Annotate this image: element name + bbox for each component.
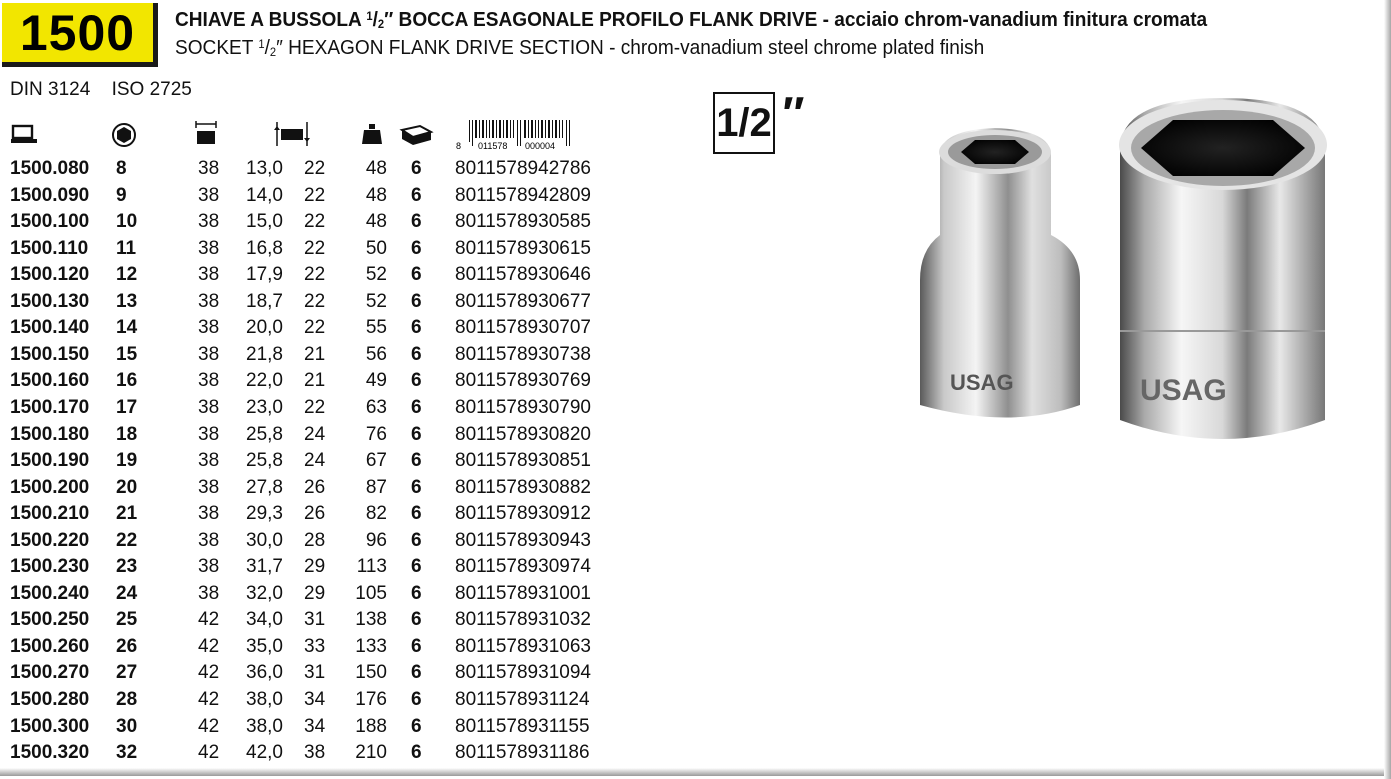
table-row xyxy=(0,609,600,636)
cell-b: 32,0 xyxy=(246,582,283,604)
cell-ean: 8011578930820 xyxy=(455,423,591,445)
barcode-digits-right: 000004 xyxy=(525,141,556,150)
cell-c: 24 xyxy=(304,450,326,472)
cell-b: 20,0 xyxy=(246,317,283,339)
cell-code: 1500.170 xyxy=(10,396,90,418)
table-row xyxy=(0,264,600,291)
table-row xyxy=(0,344,600,371)
table-row xyxy=(0,477,600,504)
frac-den: 2 xyxy=(377,17,385,31)
cell-a: 42 xyxy=(198,689,220,710)
table-row xyxy=(0,583,600,610)
cell-p: 6 xyxy=(411,476,422,498)
cell-size: 32 xyxy=(116,742,138,764)
cell-w: 56 xyxy=(365,343,387,365)
cell-p: 6 xyxy=(411,662,422,684)
title-italian: CHIAVE A BUSSOLA $^1$/$^2$″ BOCCA ESAGONALE PROFILO FLANK DRIVE - acciaio chrom-vanadium finitura cromata xyxy=(175,8,1208,31)
cell-w: 82 xyxy=(365,503,387,525)
cell-b: 42,0 xyxy=(246,742,283,764)
table-row xyxy=(0,424,600,451)
cell-c: 34 xyxy=(304,715,326,737)
cell-ean: 8011578930707 xyxy=(455,317,591,339)
table-row xyxy=(0,158,600,185)
cell-w: 52 xyxy=(365,264,387,286)
cell-ean: 8011578931094 xyxy=(455,662,591,684)
cell-ean: 8011578931063 xyxy=(455,635,591,657)
cell-w: 48 xyxy=(365,184,387,206)
cell-c: 26 xyxy=(304,503,326,525)
cell-c: 28 xyxy=(304,529,326,551)
cell-ean: 8011578942786 xyxy=(455,158,591,179)
cell-p: 6 xyxy=(411,158,422,179)
cell-p: 6 xyxy=(411,529,422,551)
cell-a: 38 xyxy=(198,370,220,392)
cell-a: 42 xyxy=(198,742,220,764)
cell-ean: 8011578930615 xyxy=(455,237,591,259)
length-icon xyxy=(192,120,220,148)
cell-a: 38 xyxy=(198,237,220,259)
cell-p: 6 xyxy=(411,742,422,764)
cell-ean: 8011578930790 xyxy=(455,396,591,418)
cell-p: 6 xyxy=(411,264,422,286)
cell-c: 22 xyxy=(304,290,326,312)
cell-a: 38 xyxy=(198,343,220,365)
cell-size: 15 xyxy=(116,343,138,365)
cell-c: 22 xyxy=(304,317,326,339)
cell-w: 48 xyxy=(365,158,387,179)
barcode-digits-mid: 011578 xyxy=(478,141,508,150)
cell-a: 38 xyxy=(198,396,220,418)
cell-size: 24 xyxy=(116,582,138,604)
cell-b: 25,8 xyxy=(246,423,283,445)
cell-w: 63 xyxy=(365,396,387,418)
cell-size: 20 xyxy=(116,476,138,498)
cell-b: 22,0 xyxy=(246,370,283,392)
cell-w: 176 xyxy=(355,689,387,710)
right-border xyxy=(1384,0,1391,779)
cell-size: 28 xyxy=(116,689,138,710)
cell-w: 96 xyxy=(365,529,387,551)
cell-b: 29,3 xyxy=(246,503,283,525)
cell-code: 1500.200 xyxy=(10,476,90,498)
cell-w: 52 xyxy=(365,290,387,312)
product-code: 1500 xyxy=(19,4,136,61)
table-row xyxy=(0,238,600,265)
cell-a: 38 xyxy=(198,476,220,498)
cell-code: 1500.190 xyxy=(10,450,90,472)
cell-b: 21,8 xyxy=(246,343,283,365)
cell-code: 1500.300 xyxy=(10,715,90,737)
cell-p: 6 xyxy=(411,689,422,710)
table-row xyxy=(0,662,600,689)
code-icon xyxy=(10,120,38,148)
cell-p: 6 xyxy=(411,184,422,206)
cell-p: 6 xyxy=(411,450,422,472)
drive-size-box xyxy=(713,92,775,154)
din-norm: DIN 3124 xyxy=(10,79,91,100)
cell-a: 42 xyxy=(198,662,220,684)
table-row xyxy=(0,211,600,238)
cell-code: 1500.090 xyxy=(10,184,90,206)
table-row xyxy=(0,530,600,557)
cell-size: 23 xyxy=(116,556,138,578)
cell-b: 13,0 xyxy=(246,158,283,179)
cell-c: 26 xyxy=(304,476,326,498)
inch-mark: ″ xyxy=(780,87,803,139)
cell-w: 48 xyxy=(365,211,387,233)
cell-ean: 8011578930677 xyxy=(455,290,591,312)
cell-w: 105 xyxy=(355,582,387,604)
cell-b: 16,8 xyxy=(246,237,283,259)
weight-icon xyxy=(360,120,384,148)
cell-code: 1500.220 xyxy=(10,529,90,551)
bottom-border xyxy=(0,768,1391,776)
cell-b: 18,7 xyxy=(246,290,283,312)
cell-code: 1500.280 xyxy=(10,689,90,710)
frac-den-en: 2 xyxy=(269,45,277,59)
cell-code: 1500.120 xyxy=(10,264,90,286)
cell-size: 13 xyxy=(116,290,138,312)
cell-code: 1500.240 xyxy=(10,582,90,604)
engraving-right: USAG xyxy=(1140,374,1227,407)
cell-w: 50 xyxy=(365,237,387,259)
cell-a: 38 xyxy=(198,582,220,604)
cell-a: 42 xyxy=(198,715,220,737)
cell-c: 29 xyxy=(304,582,326,604)
cell-a: 38 xyxy=(198,503,220,525)
cell-p: 6 xyxy=(411,211,422,233)
cell-a: 38 xyxy=(198,317,220,339)
barcode-icon xyxy=(455,120,587,150)
cell-code: 1500.150 xyxy=(10,343,90,365)
cell-code: 1500.140 xyxy=(10,317,90,339)
cell-p: 6 xyxy=(411,556,422,578)
cell-p: 6 xyxy=(411,582,422,604)
cell-ean: 8011578930585 xyxy=(455,211,591,233)
cell-a: 38 xyxy=(198,264,220,286)
cell-size: 11 xyxy=(116,237,137,259)
table-row xyxy=(0,742,600,769)
cell-b: 38,0 xyxy=(246,689,283,710)
cell-p: 6 xyxy=(411,423,422,445)
socket-photo xyxy=(905,90,1365,470)
cell-ean: 8011578930769 xyxy=(455,370,591,392)
frac-num: 1 xyxy=(366,9,373,23)
cell-c: 31 xyxy=(304,662,326,684)
cell-w: 87 xyxy=(365,476,387,498)
cell-size: 16 xyxy=(116,370,138,392)
cell-size: 10 xyxy=(116,211,138,233)
cell-b: 30,0 xyxy=(246,529,283,551)
drive-size: 1/2 xyxy=(716,100,772,145)
pack-icon xyxy=(398,120,434,148)
table-row xyxy=(0,556,600,583)
cell-w: 188 xyxy=(355,715,387,737)
iso-norm: ISO 2725 xyxy=(111,79,192,100)
engraving-left: USAG xyxy=(950,370,1014,395)
cell-w: 49 xyxy=(365,370,387,392)
cell-ean: 8011578942809 xyxy=(455,184,591,206)
cell-p: 6 xyxy=(411,396,422,418)
cell-p: 6 xyxy=(411,237,422,259)
cell-size: 22 xyxy=(116,529,138,551)
cell-size: 25 xyxy=(116,609,138,631)
cell-a: 38 xyxy=(198,423,220,445)
cell-a: 38 xyxy=(198,211,220,233)
table-row xyxy=(0,716,600,743)
cell-size: 9 xyxy=(116,184,127,206)
cell-w: 55 xyxy=(365,317,387,339)
table-row xyxy=(0,185,600,212)
cell-c: 22 xyxy=(304,211,326,233)
cell-p: 6 xyxy=(411,370,422,392)
table-row xyxy=(0,397,600,424)
cell-code: 1500.110 xyxy=(10,237,89,259)
cell-w: 138 xyxy=(355,609,387,631)
diameter-icon xyxy=(272,120,312,148)
cell-ean: 8011578930943 xyxy=(455,529,591,551)
cell-p: 6 xyxy=(411,290,422,312)
table-row xyxy=(0,503,600,530)
table-row xyxy=(0,370,600,397)
title-it-part1: CHIAVE A BUSSOLA xyxy=(175,8,367,31)
cell-size: 8 xyxy=(116,158,127,179)
cell-code: 1500.130 xyxy=(10,290,90,312)
table-row xyxy=(0,317,600,344)
cell-code: 1500.260 xyxy=(10,635,90,657)
cell-size: 30 xyxy=(116,715,138,737)
cell-w: 76 xyxy=(365,423,387,445)
cell-c: 22 xyxy=(304,184,326,206)
cell-ean: 8011578930912 xyxy=(455,503,591,525)
cell-w: 210 xyxy=(355,742,387,764)
cell-b: 34,0 xyxy=(246,609,283,631)
cell-size: 27 xyxy=(116,662,138,684)
cell-b: 35,0 xyxy=(246,635,283,657)
cell-code: 1500.080 xyxy=(10,158,90,179)
cell-c: 22 xyxy=(304,237,326,259)
cell-c: 21 xyxy=(304,370,326,392)
cell-c: 29 xyxy=(304,556,326,578)
title-it-part2: ″ BOCCA ESAGONALE PROFILO FLANK DRIVE - acciaio chrom-vanadium finitura cromata xyxy=(384,8,1208,31)
cell-c: 38 xyxy=(304,742,326,764)
cell-p: 6 xyxy=(411,635,422,657)
cell-code: 1500.180 xyxy=(10,423,90,445)
cell-code: 1500.230 xyxy=(10,556,90,578)
cell-p: 6 xyxy=(411,343,422,365)
cell-size: 17 xyxy=(116,396,138,418)
cell-p: 6 xyxy=(411,503,422,525)
cell-ean: 8011578930851 xyxy=(455,450,591,472)
cell-ean: 8011578931186 xyxy=(455,742,590,764)
cell-b: 25,8 xyxy=(246,450,283,472)
table-row xyxy=(0,636,600,663)
cell-c: 24 xyxy=(304,423,326,445)
cell-c: 22 xyxy=(304,396,326,418)
cell-p: 6 xyxy=(411,715,422,737)
cell-code: 1500.320 xyxy=(10,742,90,764)
cell-c: 22 xyxy=(304,264,326,286)
cell-ean: 8011578931032 xyxy=(455,609,591,631)
cell-w: 150 xyxy=(355,662,387,684)
cell-b: 14,0 xyxy=(246,184,283,206)
cell-a: 38 xyxy=(198,529,220,551)
cell-w: 113 xyxy=(356,556,387,578)
cell-b: 38,0 xyxy=(246,715,283,737)
standards xyxy=(10,79,208,101)
cell-ean: 8011578931155 xyxy=(455,715,590,737)
cell-w: 133 xyxy=(355,635,387,657)
cell-w: 67 xyxy=(365,450,387,472)
cell-a: 38 xyxy=(198,450,220,472)
cell-size: 14 xyxy=(116,317,138,339)
cell-ean: 8011578930974 xyxy=(455,556,591,578)
cell-a: 38 xyxy=(198,184,220,206)
title-english: SOCKET $^1$/$^2$″ HEXAGON FLANK DRIVE SECTION - chrom-vanadium steel chrome plated finish xyxy=(175,36,985,59)
cell-c: 33 xyxy=(304,635,326,657)
table-row xyxy=(0,291,600,318)
cell-a: 38 xyxy=(198,158,220,179)
cell-b: 31,7 xyxy=(246,556,283,578)
cell-ean: 8011578930738 xyxy=(455,343,591,365)
table-row xyxy=(0,689,600,716)
cell-c: 31 xyxy=(304,609,326,631)
cell-code: 1500.270 xyxy=(10,662,90,684)
cell-b: 23,0 xyxy=(246,396,283,418)
cell-a: 38 xyxy=(198,290,220,312)
title-en-part2: ″ HEXAGON FLANK DRIVE SECTION - chrom-vanadium steel chrome plated finish xyxy=(276,36,985,59)
cell-b: 15,0 xyxy=(246,211,283,233)
barcode-digit-left: 8 xyxy=(456,141,462,150)
cell-code: 1500.210 xyxy=(10,503,90,525)
cell-code: 1500.160 xyxy=(10,370,90,392)
cell-p: 6 xyxy=(411,317,422,339)
cell-c: 21 xyxy=(304,343,326,365)
cell-ean: 8011578931124 xyxy=(455,689,590,710)
cell-code: 1500.250 xyxy=(10,609,90,631)
cell-size: 18 xyxy=(116,423,138,445)
hexagon-size-icon xyxy=(110,120,138,148)
cell-a: 38 xyxy=(198,556,220,578)
cell-c: 22 xyxy=(304,158,326,179)
cell-a: 42 xyxy=(198,609,220,631)
cell-ean: 8011578930646 xyxy=(455,264,591,286)
cell-p: 6 xyxy=(411,609,422,631)
cell-a: 42 xyxy=(198,635,220,657)
cell-size: 12 xyxy=(116,264,138,286)
cell-b: 36,0 xyxy=(246,662,283,684)
cell-ean: 8011578930882 xyxy=(455,476,591,498)
cell-size: 19 xyxy=(116,450,138,472)
frac-num-en: 1 xyxy=(258,37,265,51)
cell-c: 34 xyxy=(304,689,326,710)
cell-size: 21 xyxy=(116,503,138,525)
cell-code: 1500.100 xyxy=(10,211,90,233)
cell-b: 27,8 xyxy=(246,476,283,498)
table-row xyxy=(0,450,600,477)
cell-ean: 8011578931001 xyxy=(455,582,591,604)
product-code-badge xyxy=(2,3,158,67)
cell-b: 17,9 xyxy=(246,264,283,286)
title-en-part1: SOCKET xyxy=(175,36,259,59)
cell-size: 26 xyxy=(116,635,138,657)
